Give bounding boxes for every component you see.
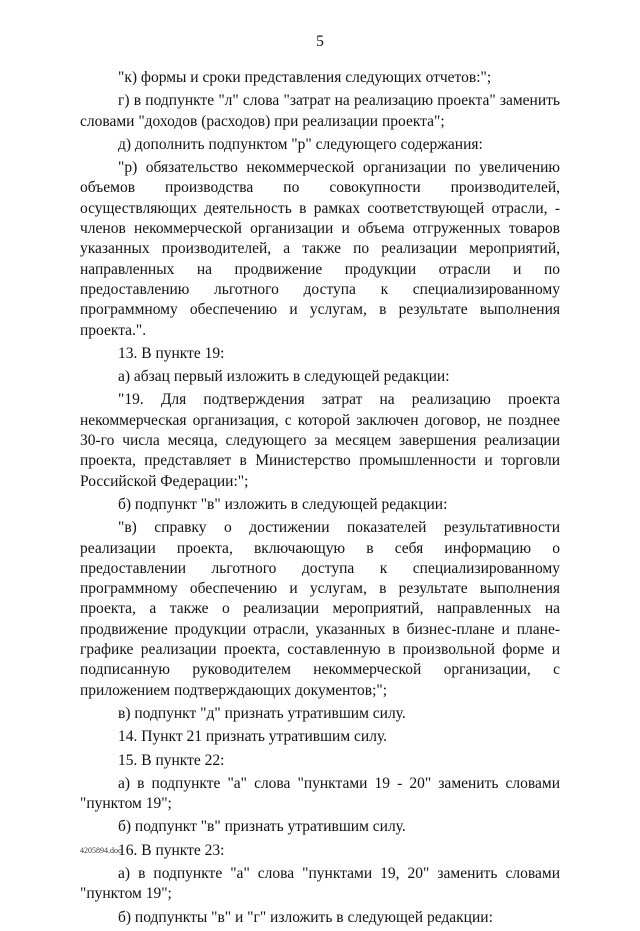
paragraph: г) в подпункте "л" слова "затрат на реализацию проекта" заменить словами "доходов (расходов) при реализации проекта"; [80,92,560,130]
paragraph: "в) справку о достижении показателей результативности реализации проекта, включающую в себя информацию о предоставлении льготного доступа к специализированному программному обеспечению и услугам, в результате выполнения проекта, а также о реализации мероприятий, направленных на продвижение продукции отрасли, указанных в бизнес-плане и плане-графике реализации проекта, составленную в произвольной форме и подписанную руководителем некоммерческой организации, с приложением подтверждающих документов;"; [80,519,560,699]
paragraph: "19. Для подтверждения затрат на реализацию проекта некоммерческая организация, с которой заключен договор, не позднее 30-го числа месяца, следующего за месяцем завершения реализации проекта, представляет в Министерство промышленности и торговли Российской Федерации:"; [80,391,560,490]
paragraph: "р) обязательство некоммерческой организации по увеличению объемов производства по совокупности производителей, осуществляющих деятельность в рамках соответствующей отрасли, - членов некоммерческой организации и объема отгруженных товаров указанных производителей, а также по реализации мероприятий, направленных на продвижение продукции отрасли и по предоставлению льготного доступа к специализированному программному обеспечению и услугам, в результате выполнения проекта.". [80,159,560,339]
paragraph: 16. В пункте 23: [118,841,225,859]
paragraph: д) дополнить подпунктом "р" следующего содержания: [118,135,483,153]
paragraph: б) подпункт "в" изложить в следующей редакции: [118,495,448,513]
paragraph: 14. Пункт 21 признать утратившим силу. [118,728,388,746]
paragraph: а) в подпункте "а" слова "пунктами 19, 20" заменить словами "пунктом 19"; [80,864,560,903]
paragraph: 15. В пункте 22: [118,751,225,769]
paragraph: 13. В пункте 19: [118,344,225,362]
paragraph: а) абзац первый изложить в следующей редакции: [118,368,450,386]
paragraph: в) подпункт "д" признать утратившим силу. [118,704,406,722]
document-body [80,68,560,931]
page-number: 5 [316,33,324,50]
paragraph: б) подпункт "в" признать утратившим силу. [118,818,406,836]
paragraph: а) в подпункте "а" слова "пунктами 19 - 20" заменить словами "пунктом 19"; [80,774,560,813]
paragraph: "к) формы и сроки представления следующих отчетов:"; [118,69,492,86]
paragraph: б) подпункты "в" и "г" изложить в следующей редакции: [118,908,493,926]
document-filename-footer: 4205894.doc [80,846,122,855]
